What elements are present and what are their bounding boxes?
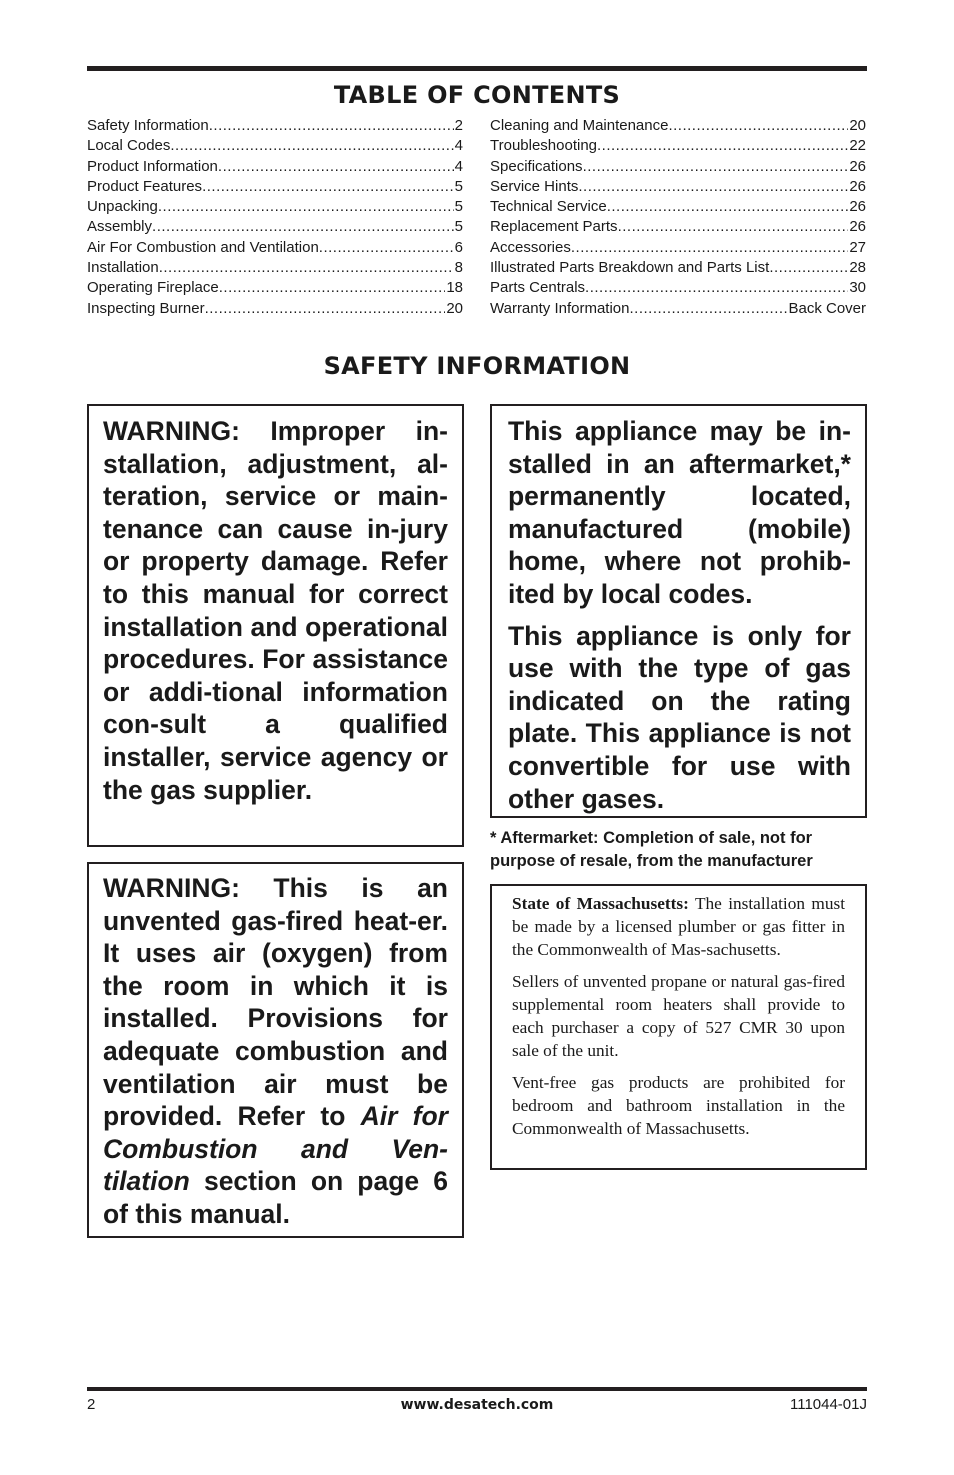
toc-entry-page: 4 — [454, 137, 463, 155]
toc-leader-dots — [218, 157, 454, 177]
toc-leader-dots — [209, 116, 454, 136]
toc-entry-page: 20 — [849, 117, 866, 134]
toc-leader-dots — [159, 258, 454, 278]
toc-leader-dots — [170, 136, 453, 156]
toc-entry-page: Back Cover — [788, 299, 866, 317]
toc-entry[interactable] — [490, 177, 866, 197]
toc-entry[interactable] — [490, 258, 866, 278]
toc-entry[interactable] — [87, 157, 463, 177]
toc-leader-dots — [578, 177, 848, 197]
toc-entry-label: Accessories — [490, 238, 571, 256]
toc-leader-dots — [158, 197, 454, 217]
safety-title: SAFETY INFORMATION — [323, 352, 631, 380]
toc-entry-label: Illustrated Parts Breakdown and Parts List — [490, 259, 770, 277]
toc-entry[interactable] — [490, 238, 866, 258]
warning-unvented-lead: WARNING: This is an unvented gas-fired heat-er. It uses air (oxygen) from the room in which it is installed. Provisions for adequate combustion and ventilation air must be provided. Refer to — [103, 873, 448, 1132]
toc-entry-label: Cleaning and Maintenance — [490, 117, 669, 134]
toc-entry[interactable] — [87, 136, 463, 156]
massachusetts-p2: Sellers of unvented propane or natural gas-fired supplemental room heaters shall provide to each purchaser a copy of 527 CMR 30 upon sale of the unit. — [512, 972, 845, 1060]
toc-entry-label: Installation — [87, 259, 159, 277]
toc-entry-page: 26 — [849, 157, 866, 175]
toc-entry-page: 26 — [849, 218, 866, 236]
warning-box-installation — [87, 404, 464, 847]
toc-leader-dots — [152, 217, 454, 237]
toc-entry-page: 26 — [849, 177, 866, 195]
toc-leader-dots — [630, 299, 788, 319]
warning-unvented-section-ref: Air for Combustion and Ven-tilation — [103, 1101, 448, 1197]
toc-leader-dots — [571, 238, 848, 258]
toc-entry-label: Air For Combustion and Ventilation — [87, 238, 319, 256]
toc-entry-label: Inspecting Burner — [87, 299, 205, 317]
top-rule — [87, 66, 867, 71]
toc-leader-dots — [319, 238, 454, 258]
toc-entry-label: Troubleshooting — [490, 137, 598, 155]
toc-entry-label: Product Features — [87, 177, 203, 195]
toc-entry[interactable] — [490, 197, 866, 217]
warning-box-unvented — [87, 862, 464, 1238]
toc-entry[interactable] — [490, 217, 866, 237]
toc-left-column — [87, 116, 463, 319]
toc-entry-label: Product Information — [87, 157, 218, 175]
toc-leader-dots — [618, 217, 849, 237]
toc-entry-label: Local Codes — [87, 137, 171, 155]
toc-title: TABLE OF CONTENTS — [333, 81, 621, 109]
toc-entry-label: Specifications — [490, 157, 583, 175]
toc-entry[interactable] — [490, 136, 866, 156]
toc-leader-dots — [769, 258, 848, 278]
toc-entry[interactable] — [87, 238, 463, 258]
toc-entry[interactable] — [490, 157, 866, 177]
toc-entry-page: 5 — [454, 177, 463, 195]
toc-entry[interactable] — [490, 278, 866, 298]
toc-entry-page: 5 — [454, 198, 463, 216]
toc-entry-label: Assembly — [87, 218, 153, 236]
toc-leader-dots — [583, 157, 849, 177]
toc-entry-label: Technical Service — [490, 198, 607, 216]
footer-website-link[interactable]: www.desatech.com — [400, 1397, 554, 1413]
massachusetts-p1: State of Massachusetts: The installation must be made by a licensed plumber or gas fitter in the Commonwealth of Mas-sachusetts. — [512, 894, 845, 959]
warning-unvented-text — [103, 872, 448, 1231]
toc-entry-page: 26 — [849, 198, 866, 216]
toc-entry[interactable] — [87, 258, 463, 278]
toc-right-column — [490, 116, 866, 319]
toc-leader-dots — [668, 116, 848, 136]
toc-entry[interactable] — [87, 299, 463, 319]
bottom-rule — [87, 1387, 867, 1391]
toc-entry-page: 30 — [849, 279, 866, 297]
toc-leader-dots — [202, 177, 454, 197]
toc-entry-label: Safety Information — [87, 117, 209, 134]
toc-entry-page: 4 — [454, 157, 463, 175]
massachusetts-label: State of Massachusetts: — [512, 894, 689, 913]
appliance-info-box — [490, 404, 867, 818]
toc-entry[interactable] — [490, 116, 866, 136]
toc-entry-page: 5 — [454, 218, 463, 236]
toc-leader-dots — [585, 278, 848, 298]
massachusetts-p3: Vent-free gas products are prohibited for bedroom and bathroom installation in the Commonwealth of Massachusetts. — [512, 1073, 845, 1138]
toc-entry-page: 6 — [454, 238, 463, 256]
toc-entry-page: 22 — [849, 137, 866, 155]
toc-entry-page: 20 — [446, 299, 463, 317]
toc-entry[interactable] — [490, 299, 866, 319]
aftermarket-note: * Aftermarket: Completion of sale, not for purpose of resale, from the manufacturer — [490, 829, 813, 870]
warning-installation-text: WARNING: Improper in-stallation, adjustment, al-teration, service or main-tenance can cause in-jury or property damage. Refer to this manual for correct installation and operational procedures. For assistance or addi-tional information con-sult a qualified installer, service agency or the gas supplier. — [103, 416, 448, 805]
toc-entry-page: 8 — [454, 259, 463, 277]
toc-entry[interactable] — [87, 197, 463, 217]
massachusetts-box — [490, 884, 867, 1170]
toc-entry-page: 28 — [849, 259, 866, 277]
toc-entry-page: 2 — [454, 117, 463, 134]
footer-page-number: 2 — [87, 1396, 96, 1413]
toc-leader-dots — [205, 299, 446, 319]
toc-entry-label: Warranty Information — [490, 299, 630, 317]
appliance-gas-type-text: This appliance is only for use with the type of gas indicated on the rating plate. This appliance is not convertible for use with other gases. — [508, 620, 851, 814]
toc-leader-dots — [607, 197, 849, 217]
appliance-mobile-home-text: This appliance may be in-stalled in an aftermarket,* permanently located, manufactured (mobile) home, where not prohib-ited by local codes. — [508, 416, 851, 609]
toc-entry-page: 27 — [849, 238, 866, 256]
toc-entry-label: Operating Fireplace — [87, 279, 219, 297]
footer-doc-number: 111044-01J — [789, 1396, 867, 1413]
toc-entry-label: Service Hints — [490, 177, 579, 195]
toc-entry[interactable] — [87, 217, 463, 237]
toc-entry-label: Unpacking — [87, 198, 158, 216]
warning-unvented-tail: section on page 6 of this manual. — [103, 1166, 448, 1229]
toc-entry[interactable] — [87, 116, 463, 136]
toc-leader-dots — [219, 278, 446, 298]
toc-entry[interactable] — [87, 177, 463, 197]
toc-entry[interactable] — [87, 278, 463, 298]
toc-leader-dots — [597, 136, 848, 156]
toc-entry-label: Parts Centrals — [490, 279, 586, 297]
toc-entry-page: 18 — [446, 279, 463, 297]
toc-entry-label: Replacement Parts — [490, 218, 618, 236]
